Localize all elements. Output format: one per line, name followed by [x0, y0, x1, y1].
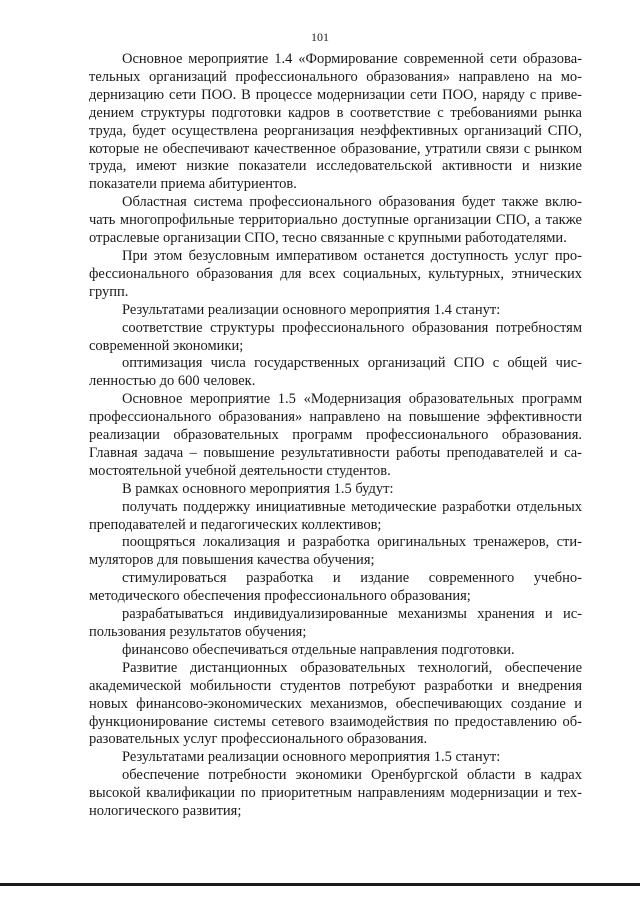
paragraph: оптимизация числа государственных организаций СПО с общей численностью до 600 человек. — [89, 355, 582, 390]
paragraph: соответствие структуры профессионального образования потребностям современной экономики; — [89, 319, 582, 354]
paragraph: Результатами реализации основного мероприятия 1.5 станут: — [122, 749, 501, 766]
paragraph: Развитие дистанционных образовательных технологий, обеспечение академической мобильности студентов потребуют разработки и внедрения новых финансово-экономических механизмов, обеспечивающих создание и функционирование системы сетевого взаимодействия по предоставлению образовательных услуг профессионального образования. — [89, 659, 582, 748]
paragraph: Основное мероприятие 1.5 «Модернизация образовательных программ профессионального образования» направлено на повышение эффективности реализации образовательных программ профессионального образования. Главная задача – повышение результативности работы преподавателей и самостоятельной учебной деятельности студентов. — [89, 391, 582, 479]
paragraph: Результатами реализации основного мероприятия 1.4 станут: — [122, 301, 501, 318]
page-number: 101 — [311, 30, 329, 44]
paragraph: поощряться локализация и разработка оригинальных тренажеров, стимуляторов для повышения качества обучения; — [89, 534, 582, 569]
paragraph: Основное мероприятие 1.4 «Формирование современной сети образовательных организаций профессионального образования» направлено на модернизацию сети ПОО. В процессе модернизации сети ПОО, наряду с приведением структуры подготовки кадров в соответствие с требованиями рынка труда, будет осуществлена реорганизация неэффективных организаций СПО, которые не обеспечивают качественное образование, утратили связи с рынком труда, имеют низкие показатели исследовательской активности и низкие показатели приема абитуриентов. — [89, 51, 582, 193]
paragraph: финансово обеспечиваться отдельные направления подготовки. — [122, 641, 515, 658]
paragraph: В рамках основного мероприятия 1.5 будут: — [122, 480, 394, 497]
paragraph: Областная система профессионального образования будет также включать многопрофильные территориально доступные организации СПО, а также отраслевые организации СПО, тесно связанные с крупными работодателями. — [89, 194, 582, 247]
paragraph: При этом безусловным императивом останется доступность услуг профессионального образования для всех социальных, культурных, этнических групп. — [89, 247, 582, 300]
paragraph: разрабатываться индивидуализированные механизмы хранения и использования результатов обучения; — [89, 606, 582, 640]
paragraph: стимулироваться разработка и издание современного учебно-методического обеспечения профессионального образования; — [89, 570, 582, 605]
paragraph: получать поддержку инициативные методические разработки отдельных преподавателей и педагогических коллективов; — [89, 498, 582, 533]
page-content — [89, 51, 582, 821]
paragraph: обеспечение потребности экономики Оренбургской области в кадрах высокой квалификации по приоритетным направлениям модернизации и технологического развития; — [89, 767, 582, 820]
bottom-border-line — [0, 883, 640, 886]
